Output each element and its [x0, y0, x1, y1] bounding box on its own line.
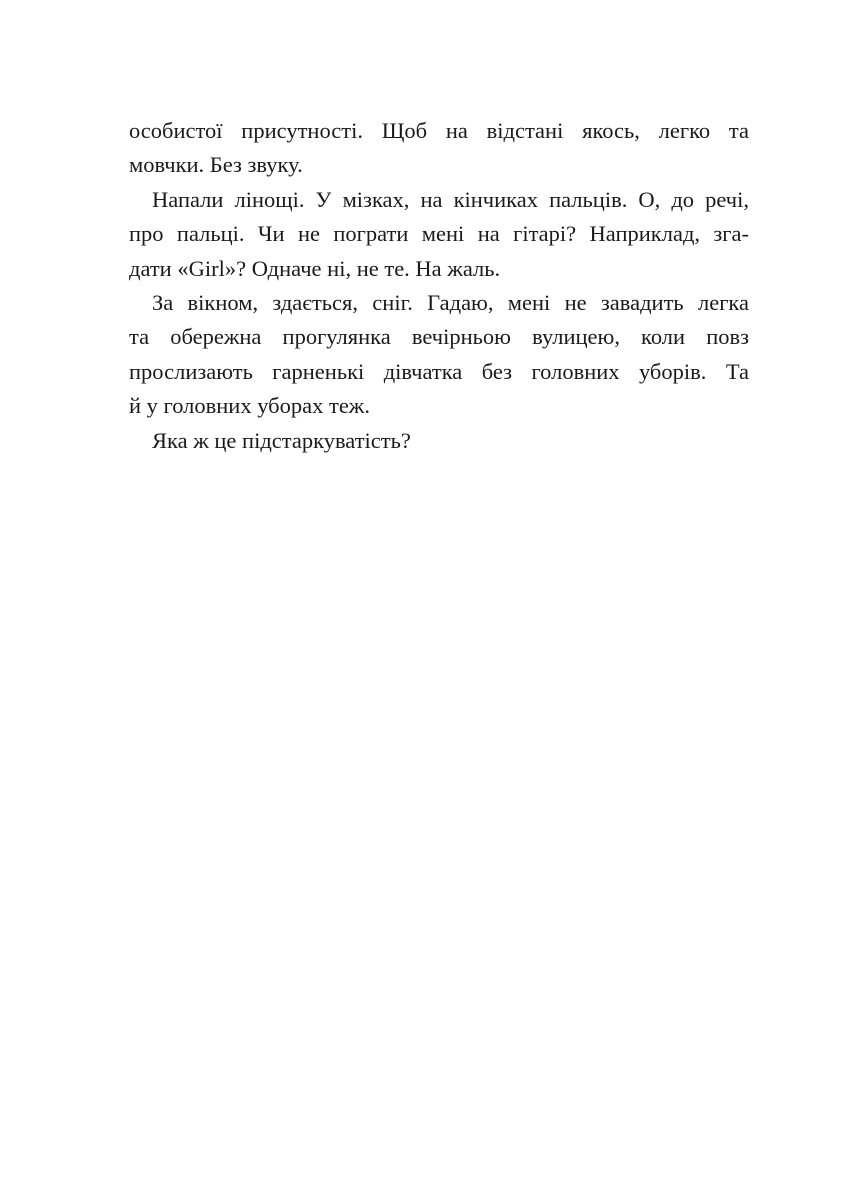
paragraph [129, 183, 749, 286]
paragraph [129, 286, 749, 424]
text-line: За вікном, здається, сніг. Гадаю, мені не завадить легка [152, 290, 749, 316]
body-text [129, 114, 749, 458]
text-line: прослизають гарненькі дівчатка без головних уборів. Та [129, 358, 749, 384]
paragraph-continuation [129, 114, 749, 183]
paragraph [129, 424, 749, 458]
text-line: та обережна прогулянка вечірньою вулицею, коли повз [129, 324, 749, 350]
text-line: дати «Girl»? Одначе ні, не те. На жаль. [129, 255, 501, 281]
text-line: Яка ж це підстаркуватість? [152, 427, 411, 453]
text-line: мовчки. Без звуку. [129, 152, 303, 178]
text-line: Напали лінощі. У мізках, на кінчиках пальців. О, до речі, [152, 186, 749, 212]
text-line: особистої присутності. Щоб на відстані якось, легко та [129, 118, 749, 143]
text-line: про пальці. Чи не пограти мені на гітарі? Наприклад, зга- [129, 221, 749, 247]
text-line: й у головних уборах теж. [129, 393, 370, 419]
